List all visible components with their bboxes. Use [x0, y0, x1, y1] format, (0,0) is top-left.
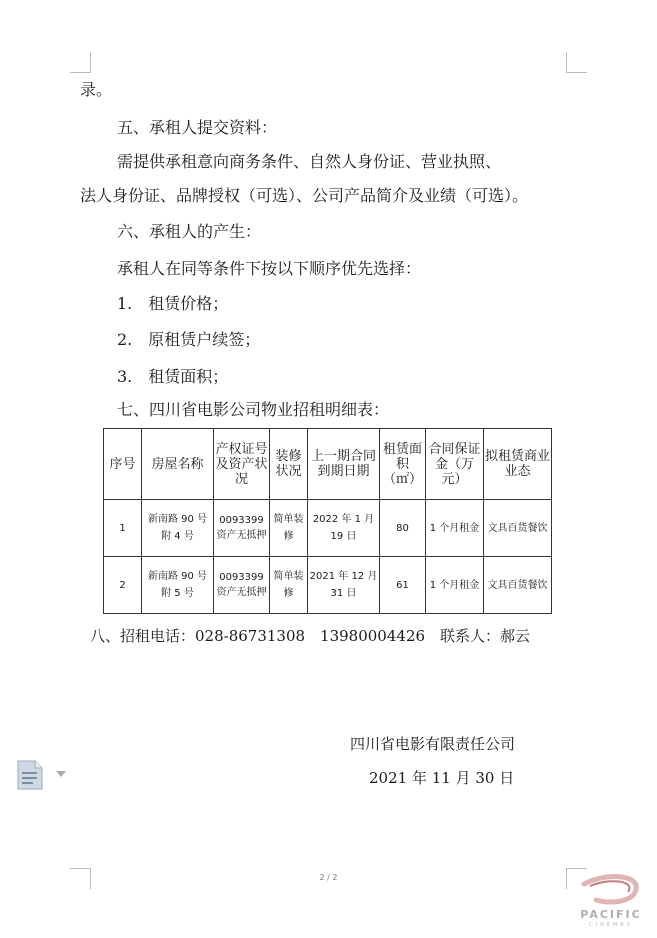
- column-header: 序号: [104, 429, 142, 500]
- section-heading: 六、承租人的产生：: [117, 222, 262, 241]
- table-cell: 1: [104, 500, 142, 557]
- column-header: 产权证号及资产状况: [214, 429, 270, 500]
- table-cell: 简单装修: [270, 557, 308, 614]
- page-corner-mark: [566, 52, 587, 73]
- table-cell: 2022 年 1 月 19 日: [308, 500, 380, 557]
- table-cell: 0093399 资产无抵押: [214, 500, 270, 557]
- page-corner-mark: [70, 52, 91, 73]
- table-cell: 新南路 90 号附 4 号: [142, 500, 214, 557]
- table-row: [104, 500, 552, 557]
- document-icon[interactable]: [16, 760, 44, 790]
- table-cell: 1 个月租金: [426, 500, 484, 557]
- section-heading: 七、四川省电影公司物业招租明细表：: [117, 400, 390, 419]
- list-item: 2. 原租赁户续签；: [117, 330, 261, 349]
- table-cell: 1 个月租金: [426, 557, 484, 614]
- section-heading: 五、承租人提交资料：: [117, 118, 278, 137]
- page-number: 2 / 2: [319, 873, 338, 882]
- list-item: 1. 租赁价格；: [117, 294, 229, 313]
- column-header: 合同保证金（万元）: [426, 429, 484, 500]
- text-line: 法人身份证、品牌授权（可选）、公司产品简介及业绩（可选）。: [80, 186, 529, 205]
- logo-wordmark: PACIFIC: [580, 908, 642, 921]
- table-cell: 2: [104, 557, 142, 614]
- signature-date: 2021 年 11 月 30 日: [369, 769, 515, 787]
- column-header: 装修状况: [270, 429, 308, 500]
- table-cell: 0093399 资产无抵押: [214, 557, 270, 614]
- text-line: 录。: [80, 80, 113, 99]
- table-row: [104, 557, 552, 614]
- table-header-row: [104, 429, 552, 500]
- rental-detail-table: [103, 428, 552, 614]
- table-cell: 文具百货餐饮: [484, 557, 552, 614]
- column-header: 上一期合同到期日期: [308, 429, 380, 500]
- table-cell: 2021 年 12 月 31 日: [308, 557, 380, 614]
- logo-subtitle: CINEMAS: [589, 922, 633, 928]
- list-item: 3. 租赁面积；: [117, 367, 229, 386]
- table-cell: 80: [380, 500, 426, 557]
- text-line: 需提供承租意向商务条件、自然人身份证、营业执照、: [117, 152, 502, 171]
- contact-line: 八、招租电话：028-86731308 13980004426 联系人：郝云: [90, 627, 531, 645]
- column-header: 拟租赁商业业态: [484, 429, 552, 500]
- table-cell: 文具百货餐饮: [484, 500, 552, 557]
- column-header: 租赁面积（㎡）: [380, 429, 426, 500]
- chevron-down-icon[interactable]: [56, 771, 66, 777]
- text-line: 承租人在同等条件下按以下顺序优先选择：: [117, 259, 422, 278]
- table-cell: 简单装修: [270, 500, 308, 557]
- table-cell: 61: [380, 557, 426, 614]
- column-header: 房屋名称: [142, 429, 214, 500]
- company-signature: 四川省电影有限责任公司: [350, 735, 516, 753]
- table-cell: 新南路 90 号附 5 号: [142, 557, 214, 614]
